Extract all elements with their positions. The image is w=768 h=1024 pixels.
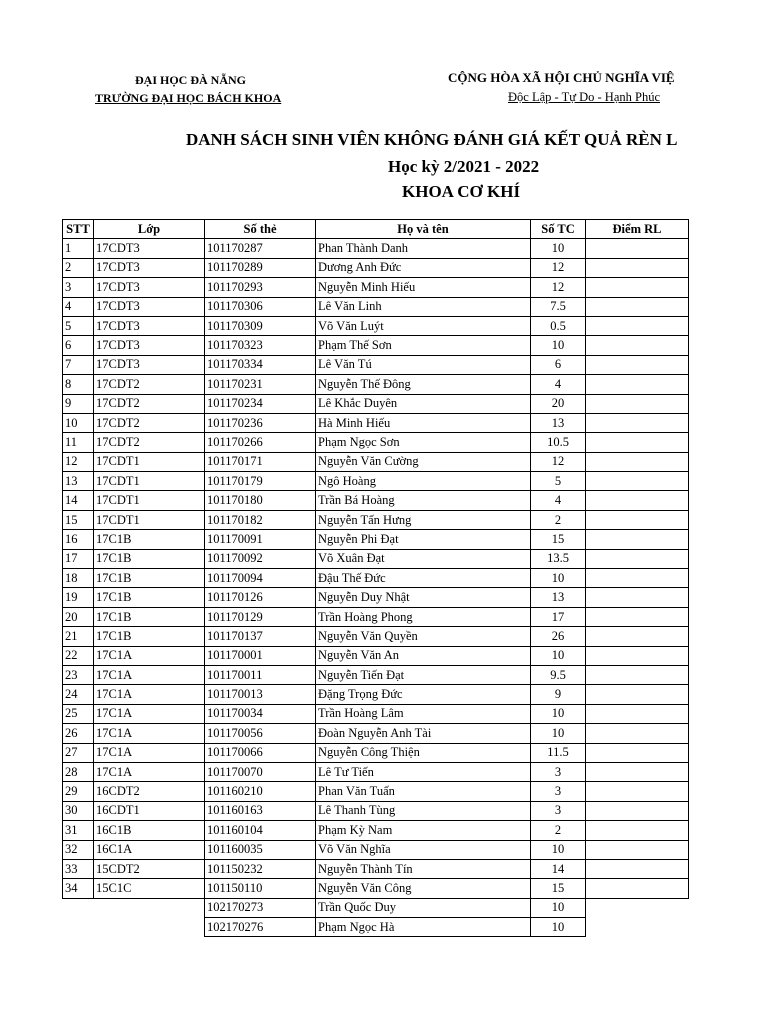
cell-student-id: 101170287 — [205, 239, 316, 258]
cell-class: 17C1B — [94, 530, 205, 549]
cell-score — [586, 394, 689, 413]
cell-full-name: Nguyễn Tiến Đạt — [316, 665, 531, 684]
cell-class: 17CDT1 — [94, 510, 205, 529]
cell-credits: 3 — [531, 782, 586, 801]
empty-cell — [586, 898, 689, 917]
cell-student-id: 101170013 — [205, 685, 316, 704]
university-name: ĐẠI HỌC ĐÀ NẴNG — [135, 73, 246, 87]
cell-credits: 13 — [531, 588, 586, 607]
cell-student-id: 101170092 — [205, 549, 316, 568]
cell-credits: 10 — [531, 898, 586, 917]
cell-class: 17CDT1 — [94, 452, 205, 471]
table-row — [63, 413, 689, 432]
cell-class: 17CDT3 — [94, 316, 205, 335]
cell-score — [586, 627, 689, 646]
cell-student-id: 101170289 — [205, 258, 316, 277]
cell-stt: 18 — [63, 569, 94, 588]
cell-class: 17C1A — [94, 685, 205, 704]
cell-credits: 5 — [531, 472, 586, 491]
cell-class: 16CDT2 — [94, 782, 205, 801]
cell-credits: 12 — [531, 278, 586, 297]
cell-score — [586, 258, 689, 277]
cell-full-name: Đặng Trọng Đức — [316, 685, 531, 704]
cell-stt: 11 — [63, 433, 94, 452]
cell-stt: 6 — [63, 336, 94, 355]
empty-cell — [63, 918, 94, 937]
national-slogan: Độc Lập - Tự Do - Hạnh Phúc — [508, 90, 660, 104]
cell-score — [586, 355, 689, 374]
semester-label: Học kỳ 2/2021 - 2022 — [388, 157, 540, 176]
cell-stt: 20 — [63, 607, 94, 626]
table-row — [63, 724, 689, 743]
cell-full-name: Nguyễn Duy Nhật — [316, 588, 531, 607]
cell-class: 16CDT1 — [94, 801, 205, 820]
cell-score — [586, 413, 689, 432]
cell-class: 17C1A — [94, 743, 205, 762]
cell-full-name: Nguyễn Công Thiện — [316, 743, 531, 762]
table-row-extra — [63, 898, 689, 917]
cell-score — [586, 840, 689, 859]
table-row — [63, 394, 689, 413]
cell-score — [586, 316, 689, 335]
cell-student-id: 101160035 — [205, 840, 316, 859]
table-row — [63, 258, 689, 277]
table-row — [63, 316, 689, 335]
cell-stt: 22 — [63, 646, 94, 665]
cell-full-name: Phạm Kỳ Nam — [316, 821, 531, 840]
cell-student-id: 101170309 — [205, 316, 316, 335]
table-row — [63, 355, 689, 374]
cell-score — [586, 685, 689, 704]
cell-full-name: Dương Anh Đức — [316, 258, 531, 277]
table-row — [63, 549, 689, 568]
cell-score — [586, 782, 689, 801]
cell-class: 17C1B — [94, 607, 205, 626]
cell-student-id: 101170137 — [205, 627, 316, 646]
cell-student-id: 101150110 — [205, 879, 316, 898]
cell-student-id: 101160210 — [205, 782, 316, 801]
table-row — [63, 491, 689, 510]
header-stt: STT — [63, 220, 94, 239]
cell-credits: 13 — [531, 413, 586, 432]
cell-credits: 12 — [531, 452, 586, 471]
cell-class: 17CDT1 — [94, 472, 205, 491]
cell-credits: 2 — [531, 510, 586, 529]
header-score: Điểm RL — [586, 220, 689, 239]
cell-student-id: 101170056 — [205, 724, 316, 743]
cell-student-id: 101170231 — [205, 375, 316, 394]
cell-full-name: Trần Bá Hoàng — [316, 491, 531, 510]
cell-stt: 4 — [63, 297, 94, 316]
cell-score — [586, 336, 689, 355]
cell-credits: 17 — [531, 607, 586, 626]
cell-full-name: Trần Quốc Duy — [316, 898, 531, 917]
cell-score — [586, 646, 689, 665]
cell-full-name: Nguyễn Thế Đông — [316, 375, 531, 394]
empty-cell — [94, 918, 205, 937]
cell-credits: 10 — [531, 646, 586, 665]
cell-stt: 23 — [63, 665, 94, 684]
cell-stt: 7 — [63, 355, 94, 374]
cell-class: 17C1B — [94, 588, 205, 607]
cell-full-name: Võ Xuân Đạt — [316, 549, 531, 568]
cell-score — [586, 472, 689, 491]
cell-student-id: 101170234 — [205, 394, 316, 413]
table-row — [63, 239, 689, 258]
cell-credits: 4 — [531, 375, 586, 394]
cell-full-name: Hà Minh Hiếu — [316, 413, 531, 432]
cell-score — [586, 491, 689, 510]
cell-student-id: 101170334 — [205, 355, 316, 374]
table-row — [63, 704, 689, 723]
cell-credits: 4 — [531, 491, 586, 510]
empty-cell — [586, 918, 689, 937]
cell-stt: 21 — [63, 627, 94, 646]
cell-credits: 26 — [531, 627, 586, 646]
cell-full-name: Nguyễn Văn Cường — [316, 452, 531, 471]
cell-stt: 30 — [63, 801, 94, 820]
cell-score — [586, 530, 689, 549]
cell-credits: 10 — [531, 840, 586, 859]
table-row — [63, 646, 689, 665]
table-row — [63, 278, 689, 297]
cell-credits: 7.5 — [531, 297, 586, 316]
cell-credits: 13.5 — [531, 549, 586, 568]
cell-class: 17CDT2 — [94, 413, 205, 432]
cell-score — [586, 297, 689, 316]
cell-class: 17C1A — [94, 704, 205, 723]
cell-full-name: Ngô Hoàng — [316, 472, 531, 491]
cell-student-id: 101170180 — [205, 491, 316, 510]
header-full-name: Họ và tên — [316, 220, 531, 239]
cell-credits: 10 — [531, 918, 586, 937]
cell-student-id: 101170001 — [205, 646, 316, 665]
cell-full-name: Trần Hoàng Lâm — [316, 704, 531, 723]
cell-score — [586, 665, 689, 684]
cell-credits: 15 — [531, 530, 586, 549]
header-class: Lớp — [94, 220, 205, 239]
cell-score — [586, 879, 689, 898]
cell-credits: 20 — [531, 394, 586, 413]
cell-class: 17C1A — [94, 762, 205, 781]
cell-credits: 0.5 — [531, 316, 586, 335]
table-row — [63, 375, 689, 394]
cell-stt: 17 — [63, 549, 94, 568]
cell-student-id: 101170070 — [205, 762, 316, 781]
empty-cell — [94, 898, 205, 917]
cell-student-id: 101170066 — [205, 743, 316, 762]
cell-score — [586, 510, 689, 529]
cell-credits: 3 — [531, 801, 586, 820]
cell-student-id: 101170293 — [205, 278, 316, 297]
cell-stt: 26 — [63, 724, 94, 743]
cell-credits: 2 — [531, 821, 586, 840]
cell-stt: 5 — [63, 316, 94, 335]
cell-class: 17CDT1 — [94, 491, 205, 510]
table-row — [63, 762, 689, 781]
cell-credits: 15 — [531, 879, 586, 898]
cell-full-name: Phạm Thế Sơn — [316, 336, 531, 355]
cell-student-id: 101170323 — [205, 336, 316, 355]
table-row — [63, 821, 689, 840]
table-row — [63, 569, 689, 588]
cell-stt: 16 — [63, 530, 94, 549]
cell-stt: 3 — [63, 278, 94, 297]
cell-full-name: Đoàn Nguyễn Anh Tài — [316, 724, 531, 743]
table-row-extra — [63, 918, 689, 937]
cell-student-id: 101170034 — [205, 704, 316, 723]
cell-stt: 10 — [63, 413, 94, 432]
cell-student-id: 101160104 — [205, 821, 316, 840]
cell-class: 17CDT2 — [94, 394, 205, 413]
cell-full-name: Lê Văn Tú — [316, 355, 531, 374]
cell-full-name: Võ Văn Nghĩa — [316, 840, 531, 859]
cell-full-name: Phạm Ngọc Hà — [316, 918, 531, 937]
cell-stt: 19 — [63, 588, 94, 607]
cell-class: 17CDT3 — [94, 355, 205, 374]
cell-stt: 2 — [63, 258, 94, 277]
cell-class: 17C1B — [94, 569, 205, 588]
cell-score — [586, 801, 689, 820]
cell-stt: 1 — [63, 239, 94, 258]
table-row — [63, 607, 689, 626]
cell-student-id: 101170306 — [205, 297, 316, 316]
cell-score — [586, 433, 689, 452]
empty-cell — [63, 898, 94, 917]
faculty-label: KHOA CƠ KHÍ — [402, 182, 521, 201]
cell-student-id: 101170236 — [205, 413, 316, 432]
table-row — [63, 588, 689, 607]
cell-credits: 9 — [531, 685, 586, 704]
cell-credits: 10.5 — [531, 433, 586, 452]
cell-full-name: Võ Văn Luýt — [316, 316, 531, 335]
cell-full-name: Lê Thanh Tùng — [316, 801, 531, 820]
cell-score — [586, 549, 689, 568]
cell-class: 15C1C — [94, 879, 205, 898]
cell-score — [586, 278, 689, 297]
cell-credits: 12 — [531, 258, 586, 277]
cell-score — [586, 821, 689, 840]
cell-student-id: 101170182 — [205, 510, 316, 529]
cell-class: 17CDT3 — [94, 239, 205, 258]
cell-class: 17C1B — [94, 627, 205, 646]
cell-score — [586, 762, 689, 781]
student-table — [62, 219, 689, 937]
cell-score — [586, 588, 689, 607]
table-row — [63, 801, 689, 820]
cell-stt: 12 — [63, 452, 94, 471]
document-title: DANH SÁCH SINH VIÊN KHÔNG ĐÁNH GIÁ KẾT QUẢ RÈN L — [186, 130, 678, 149]
cell-score — [586, 859, 689, 878]
table-row — [63, 840, 689, 859]
table-row — [63, 743, 689, 762]
cell-credits: 10 — [531, 239, 586, 258]
table-row — [63, 879, 689, 898]
cell-full-name: Trần Hoàng Phong — [316, 607, 531, 626]
table-row — [63, 297, 689, 316]
table-header-row — [63, 220, 689, 239]
table-row — [63, 627, 689, 646]
cell-full-name: Nguyễn Minh Hiếu — [316, 278, 531, 297]
cell-full-name: Nguyễn Phi Đạt — [316, 530, 531, 549]
cell-full-name: Phan Văn Tuấn — [316, 782, 531, 801]
cell-student-id: 101170266 — [205, 433, 316, 452]
cell-full-name: Phan Thành Danh — [316, 239, 531, 258]
cell-score — [586, 607, 689, 626]
cell-stt: 33 — [63, 859, 94, 878]
cell-score — [586, 239, 689, 258]
cell-student-id: 101170091 — [205, 530, 316, 549]
cell-class: 17CDT3 — [94, 297, 205, 316]
cell-full-name: Nguyễn Văn Quyền — [316, 627, 531, 646]
cell-class: 17CDT2 — [94, 433, 205, 452]
cell-class: 17CDT3 — [94, 336, 205, 355]
header-credits: Số TC — [531, 220, 586, 239]
cell-student-id: 101150232 — [205, 859, 316, 878]
cell-student-id: 101170011 — [205, 665, 316, 684]
table-row — [63, 530, 689, 549]
cell-class: 17C1A — [94, 646, 205, 665]
national-motto: CỘNG HÒA XÃ HỘI CHỦ NGHĨA VIỆ — [448, 70, 675, 85]
cell-stt: 29 — [63, 782, 94, 801]
cell-full-name: Nguyễn Thành Tín — [316, 859, 531, 878]
cell-score — [586, 375, 689, 394]
cell-score — [586, 743, 689, 762]
table-row — [63, 433, 689, 452]
cell-credits: 10 — [531, 704, 586, 723]
cell-score — [586, 452, 689, 471]
cell-student-id: 102170273 — [205, 898, 316, 917]
cell-full-name: Nguyễn Văn An — [316, 646, 531, 665]
cell-full-name: Đậu Thế Đức — [316, 569, 531, 588]
table-row — [63, 859, 689, 878]
cell-class: 17CDT3 — [94, 278, 205, 297]
table-row — [63, 782, 689, 801]
cell-student-id: 101160163 — [205, 801, 316, 820]
cell-credits: 9.5 — [531, 665, 586, 684]
cell-credits: 6 — [531, 355, 586, 374]
cell-full-name: Phạm Ngọc Sơn — [316, 433, 531, 452]
cell-student-id: 101170129 — [205, 607, 316, 626]
cell-full-name: Lê Khắc Duyên — [316, 394, 531, 413]
cell-student-id: 101170126 — [205, 588, 316, 607]
cell-score — [586, 724, 689, 743]
cell-credits: 11.5 — [531, 743, 586, 762]
table-row — [63, 665, 689, 684]
cell-credits: 10 — [531, 336, 586, 355]
cell-stt: 32 — [63, 840, 94, 859]
cell-class: 17C1A — [94, 665, 205, 684]
cell-credits: 3 — [531, 762, 586, 781]
cell-stt: 31 — [63, 821, 94, 840]
table-body — [63, 239, 689, 937]
cell-class: 17C1B — [94, 549, 205, 568]
cell-class: 17CDT2 — [94, 375, 205, 394]
cell-credits: 14 — [531, 859, 586, 878]
table-row — [63, 685, 689, 704]
cell-class: 17CDT3 — [94, 258, 205, 277]
cell-student-id: 101170094 — [205, 569, 316, 588]
cell-class: 16C1B — [94, 821, 205, 840]
cell-class: 15CDT2 — [94, 859, 205, 878]
cell-class: 17C1A — [94, 724, 205, 743]
cell-student-id: 101170179 — [205, 472, 316, 491]
cell-stt: 14 — [63, 491, 94, 510]
school-name: TRƯỜNG ĐẠI HỌC BÁCH KHOA — [95, 91, 282, 105]
cell-full-name: Lê Tư Tiến — [316, 762, 531, 781]
cell-stt: 9 — [63, 394, 94, 413]
cell-credits: 10 — [531, 569, 586, 588]
cell-stt: 34 — [63, 879, 94, 898]
cell-score — [586, 569, 689, 588]
cell-score — [586, 704, 689, 723]
cell-stt: 13 — [63, 472, 94, 491]
cell-full-name: Nguyễn Tấn Hưng — [316, 510, 531, 529]
cell-stt: 28 — [63, 762, 94, 781]
cell-full-name: Nguyễn Văn Công — [316, 879, 531, 898]
cell-stt: 24 — [63, 685, 94, 704]
cell-stt: 8 — [63, 375, 94, 394]
cell-full-name: Lê Văn Linh — [316, 297, 531, 316]
cell-stt: 25 — [63, 704, 94, 723]
header-student-id: Số thẻ — [205, 220, 316, 239]
cell-class: 16C1A — [94, 840, 205, 859]
table-row — [63, 472, 689, 491]
cell-stt: 27 — [63, 743, 94, 762]
cell-stt: 15 — [63, 510, 94, 529]
table-row — [63, 452, 689, 471]
cell-student-id: 101170171 — [205, 452, 316, 471]
table-row — [63, 510, 689, 529]
table-row — [63, 336, 689, 355]
cell-student-id: 102170276 — [205, 918, 316, 937]
cell-credits: 10 — [531, 724, 586, 743]
